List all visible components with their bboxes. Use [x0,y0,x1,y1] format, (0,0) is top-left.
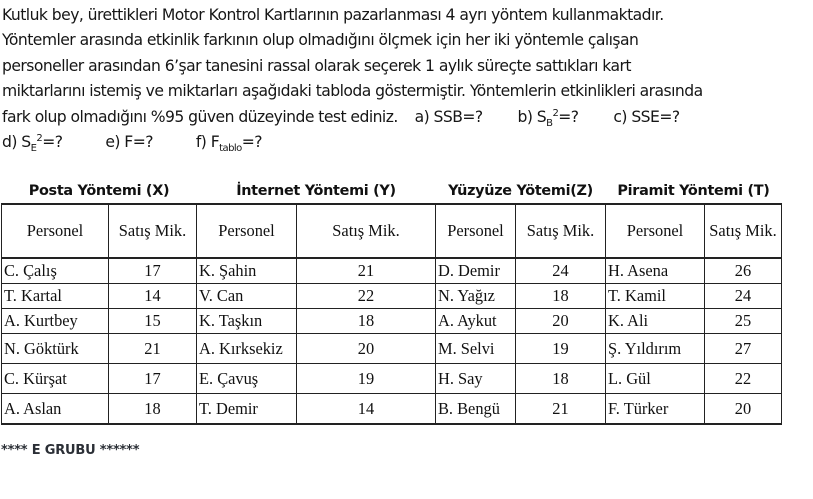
col-header-personel: Personel [606,204,705,258]
table-row [2,334,782,364]
group-label: **** E GRUBU ****** [1,443,140,458]
cell-name: M. Selvi [436,334,516,364]
column-header-row [2,204,782,258]
group-header-internet: İnternet Yöntemi (Y) [197,178,436,204]
cell-name: H. Asena [606,258,705,284]
cell-value: 17 [109,258,197,284]
table-row [2,364,782,394]
question-d: d) $S_E^2=$? [2,132,63,155]
cell-name: K. Ali [606,309,705,334]
cell-value: 24 [705,284,782,309]
question-f: f) $F_{tablo}=$? [195,132,262,155]
table-row [2,284,782,309]
cell-name: T. Demir [197,394,297,425]
cell-value: 14 [109,284,197,309]
table-row [2,309,782,334]
cell-name: T. Kamil [606,284,705,309]
table-row [2,258,782,284]
cell-value: 27 [705,334,782,364]
problem-line-4: miktarlarını istemiş ve miktarları aşağıdaki tabloda göstermiştir. Yöntemlerin etkinlikleri arasında [2,82,703,101]
cell-name: A. Aslan [2,394,109,425]
group-header-yuzyuze: Yüzyüze Yötemi(Z) [436,178,606,204]
cell-value: 22 [297,284,436,309]
col-header-satis: Satış Mik. [516,204,606,258]
cell-value: 24 [516,258,606,284]
cell-value: 26 [705,258,782,284]
col-header-satis: Satış Mik. [109,204,197,258]
problem-line-1: Kutluk bey, ürettikleri Motor Kontrol Kartlarının pazarlanması 4 ayrı yöntem kullanmaktadır. [2,6,664,24]
problem-line-2: Yöntemler arasında etkinlik farkının olup olmadığını ölçmek için her iki yöntemle çalışan [2,31,639,50]
group-header-row [2,178,782,204]
cell-name: D. Demir [436,258,516,284]
cell-value: 18 [297,309,436,334]
cell-name: K. Taşkın [197,309,297,334]
question-a: a) SSB=? [414,107,483,126]
cell-name: K. Şahin [197,258,297,284]
col-header-personel: Personel [2,204,109,258]
group-header-posta: Posta Yöntemi (X) [2,178,197,204]
cell-value: 21 [297,258,436,284]
question-b: b) $S_B^2=$? [517,107,579,129]
question-c: c) SSE=? [613,107,680,126]
cell-name: F. Türker [606,394,705,425]
cell-name: T. Kartal [2,284,109,309]
cell-value: 18 [516,364,606,394]
cell-value: 22 [705,364,782,394]
cell-value: 20 [516,309,606,334]
cell-name: B. Bengü [436,394,516,425]
table-row [2,394,782,425]
cell-value: 19 [297,364,436,394]
cell-name: Ş. Yıldırım [606,334,705,364]
problem-statement [2,3,808,155]
cell-name: A. Kurtbey [2,309,109,334]
cell-name: N. Göktürk [2,334,109,364]
problem-line-5 [2,105,808,130]
cell-name: C. Çalış [2,258,109,284]
cell-name: V. Can [197,284,297,309]
cell-name: E. Çavuş [197,364,297,394]
cell-value: 19 [516,334,606,364]
cell-value: 21 [516,394,606,425]
cell-name: C. Kürşat [2,364,109,394]
cell-value: 17 [109,364,197,394]
cell-value: 25 [705,309,782,334]
cell-value: 18 [516,284,606,309]
cell-name: A. Kırksekiz [197,334,297,364]
sales-table [1,178,782,425]
col-header-personel: Personel [436,204,516,258]
cell-value: 14 [297,394,436,425]
cell-value: 18 [109,394,197,425]
cell-name: H. Say [436,364,516,394]
problem-line-6 [2,130,808,155]
group-header-piramit: Piramit Yöntemi (T) [606,178,782,204]
col-header-satis: Satış Mik. [705,204,782,258]
col-header-satis: Satış Mik. [297,204,436,258]
problem-line-5-text: fark olup olmadığını %95 güven düzeyinde test ediniz. [2,107,398,126]
cell-value: 20 [705,394,782,425]
cell-name: N. Yağız [436,284,516,309]
cell-name: A. Aykut [436,309,516,334]
problem-line-3: personeller arasından 6’şar tanesini rassal olarak seçerek 1 aylık süreçte sattıkları kart [2,56,631,75]
cell-name: L. Gül [606,364,705,394]
cell-value: 20 [297,334,436,364]
question-e: e) F=? [105,132,153,151]
col-header-personel: Personel [197,204,297,258]
cell-value: 15 [109,309,197,334]
cell-value: 21 [109,334,197,364]
